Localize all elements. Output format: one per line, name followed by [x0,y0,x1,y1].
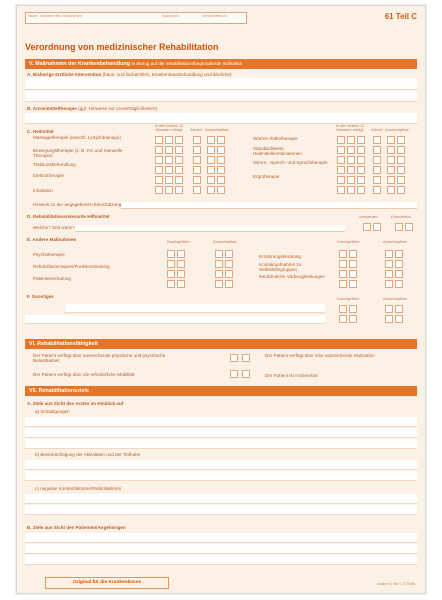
f-aus-checkbox-4[interactable] [395,315,403,323]
vii-patient-field-1[interactable] [25,533,417,543]
andere-right-checkbox-r2-c3[interactable] [395,270,403,278]
section-a-label: A. Bisherige ärztliche Intervention [27,72,102,77]
heilmittel-massage: Massagetherapie (einschl. Lymphdrainage) [33,135,121,140]
hinweis-label: Hinweis zu der angegebenen Einschätzung [33,202,122,207]
heilmittel-right-checkbox-r5-c2[interactable] [357,186,365,194]
section-e-label: E. Andere Maßnahmen [27,237,77,242]
andere-right-checkbox-r2-c1[interactable] [349,270,357,278]
heilmittel-left-checkbox-r0-c0[interactable] [155,136,163,144]
heilmittel-left-checkbox-r3-c5[interactable] [217,166,225,174]
heilmittel-right-checkbox-r4-c3[interactable] [373,176,381,184]
f-durch-checkbox-3[interactable] [339,315,347,323]
andere-left-checkbox-r3-c2[interactable] [215,280,223,288]
andere-right-checkbox-r1-c2[interactable] [385,260,393,268]
heilmittel-left-checkbox-r0-c2[interactable] [175,136,183,144]
heilmittel-left-checkbox-r3-c2[interactable] [175,166,183,174]
vi-checkbox-3[interactable] [230,370,238,378]
d-erforderlich-checkbox[interactable] [395,223,403,231]
e-durchgefuehrt-left: Durchgeführt [167,239,190,244]
heilmittel-left-checkbox-r5-c5[interactable] [217,186,225,194]
heilmittel-right-checkbox-r3-c0[interactable] [337,166,345,174]
andere-left-checkbox-r1-c3[interactable] [225,260,233,268]
andere-right-checkbox-r3-c0[interactable] [339,280,347,288]
andere-right-checkbox-r3-c2[interactable] [385,280,393,288]
heilmittel-left-checkbox-r1-c3[interactable] [193,146,201,154]
section-f-label: F. Sonstiges [27,294,54,299]
vii-kontextfaktoren: c) negative Kontextfaktoren/Risikofaktoren [35,486,122,491]
heilmittel-right-checkbox-r5-c5[interactable] [397,186,405,194]
heilmittel-left-checkbox-r2-c4[interactable] [207,156,215,164]
muster-label: Muster 61 Teil C (7.2008) [376,582,415,586]
andere-right-checkbox-r2-c0[interactable] [339,270,347,278]
e-ausschoepfbar-right: Ausschöpfbar [383,239,407,244]
f-durch-checkbox-1[interactable] [339,305,347,313]
andere-left-checkbox-r2-c2[interactable] [215,270,223,278]
heilmittel-left-checkbox-r3-c0[interactable] [155,166,163,174]
f-aus-checkbox-2[interactable] [395,305,403,313]
d-vorhanden-checkbox-2[interactable] [373,223,381,231]
vii-a-field-1[interactable] [25,417,417,427]
heilmittel-right-checkbox-r5-c1[interactable] [347,186,355,194]
col-last12-right: In den letzten 12 Monaten erfolgt [335,123,365,133]
heilmittel-left-checkbox-r5-c0[interactable] [155,186,163,194]
col-aktuell-left: Aktuell [190,127,202,132]
andere-left-checkbox-r2-c1[interactable] [177,270,185,278]
hinweis-field[interactable] [121,202,417,209]
heilmittel-left-checkbox-r5-c4[interactable] [207,186,215,194]
header-kasse-label: Kassen-Nr. [162,14,180,18]
vii-c-field-2[interactable] [25,505,417,515]
heilmittel-left-checkbox-r3-c3[interactable] [193,166,201,174]
section-c-label: C. Heilmittel [27,129,54,134]
vi-motivierbar: Der Patient ist motivierbar [265,373,318,378]
heilmittel-right-checkbox-r4-c5[interactable] [397,176,405,184]
heilmittel-right-checkbox-r1-c2[interactable] [357,146,365,154]
andere-left-checkbox-r0-c1[interactable] [177,250,185,258]
andere-right-checkbox-r0-c2[interactable] [385,250,393,258]
f-durch-checkbox-2[interactable] [349,305,357,313]
section-vii-header [25,386,417,396]
section-a-line [27,72,232,77]
d-erforderlich-label: Erforderlich [391,214,411,219]
vii-b-label: B. Ziele aus Sicht des Patienten/Angehörigen [27,525,126,530]
andere-left-checkbox-r3-c3[interactable] [225,280,233,288]
andere-left-checkbox-r0-c2[interactable] [215,250,223,258]
heilmittel-traktion: Traktionsbehandlung [33,162,76,167]
andere-right-checkbox-r1-c0[interactable] [339,260,347,268]
section-vi-header [25,339,417,349]
sonstiges-field-1[interactable] [65,304,325,313]
heilmittel-right-checkbox-r4-c0[interactable] [337,176,345,184]
col-last12-left: In den letzten 12 Monaten erfolgt [154,123,184,133]
heilmittel-right-checkbox-r2-c5[interactable] [397,156,405,164]
heilmittel-right-checkbox-r1-c1[interactable] [347,146,355,154]
andere-left-checkbox-r2-c3[interactable] [225,270,233,278]
vii-c-field-1[interactable] [25,494,417,504]
col-ausschoepfbar-right: Ausschöpfbar [385,127,409,132]
form-content [25,12,417,587]
vii-patient-field-3[interactable] [25,555,417,565]
heilmittel-left-checkbox-r2-c2[interactable] [175,156,183,164]
andere-left-checkbox-r0-c3[interactable] [225,250,233,258]
heilmittel-left-checkbox-r4-c3[interactable] [193,176,201,184]
heilmittel-left-checkbox-r5-c3[interactable] [193,186,201,194]
heilmittel-left-checkbox-r4-c5[interactable] [217,176,225,184]
heilmittel-right-checkbox-r4-c2[interactable] [357,176,365,184]
heilmittel-inhalation: Inhalation [33,188,53,193]
form-title: Verordnung von medizinischer Rehabilitation [25,42,219,52]
form-number: 61 Teil C [384,12,417,21]
heilmittel-right-checkbox-r3-c2[interactable] [357,166,365,174]
d-vorhanden-checkbox[interactable] [363,223,371,231]
vi-mobilitaet: Der Patient verfügt über die erforderliche Mobilität [33,372,135,377]
vii-aktivitaeten: b) Beeinträchtigung der Aktivitäten und der Teilhabe [35,452,141,457]
heilmittel-left-checkbox-r2-c5[interactable] [217,156,225,164]
original-krankenkasse-label: Original für die Krankenkasse [45,577,169,589]
andere-right-checkbox-r2-c2[interactable] [385,270,393,278]
vi-motivation: Der Patient verfügt über eine ausreichende Motivation [265,353,375,358]
f-aus-checkbox-3[interactable] [385,315,393,323]
section-v-header [25,59,417,69]
vii-patient-field-2[interactable] [25,544,417,554]
andere-left-checkbox-r1-c0[interactable] [167,260,175,268]
section-a-note: (haus- und fachärztlich, Krankenhausbehandlung und ähnliche) [102,72,232,77]
heilmittel-right-checkbox-r3-c4[interactable] [387,166,395,174]
heilmittel-right-checkbox-r1-c5[interactable] [397,146,405,154]
heilmittel-left-checkbox-r5-c1[interactable] [165,186,173,194]
andere-right-checkbox-r3-c1[interactable] [349,280,357,288]
heilmittel-left-checkbox-r0-c3[interactable] [193,136,201,144]
f-durchgefuehrt-label: Durchgeführt [337,296,360,301]
heilmittel-right-checkbox-r1-c0[interactable] [337,146,345,154]
heilmittel-left-checkbox-r2-c0[interactable] [155,156,163,164]
heilmittel-right-checkbox-r5-c3[interactable] [373,186,381,194]
andere-right-checkbox-r3-c3[interactable] [395,280,403,288]
e-patientenschulung: Patientenschulung [33,276,71,281]
section-d-label: D. Rehabilitationsrelevante Hilfsmittel [27,214,110,219]
heilmittel-right-checkbox-r1-c3[interactable] [373,146,381,154]
heilmittel-left-checkbox-r3-c4[interactable] [207,166,215,174]
heilmittel-left-checkbox-r0-c4[interactable] [207,136,215,144]
heilmittel-right-checkbox-r2-c3[interactable] [373,156,381,164]
heilmittel-left-checkbox-r1-c4[interactable] [207,146,215,154]
heilmittel-elektro: Elektrotherapie [33,173,64,178]
vii-a-field-3[interactable] [25,439,417,449]
heilmittel-left-checkbox-r4-c2[interactable] [175,176,183,184]
heilmittel-right-checkbox-r2-c0[interactable] [337,156,345,164]
e-ausschoepfbar-left: Ausschöpfbar [213,239,237,244]
heilmittel-ergo: Ergotherapie [253,174,280,179]
header-name-label: Name, Vorname des Versicherten [28,14,82,18]
heilmittel-right-checkbox-r0-c2[interactable] [357,136,365,144]
f-ausschoepfbar-label: Ausschöpfbar [383,296,407,301]
d-erforderlich-checkbox-2[interactable] [405,223,413,231]
form-sheet [16,5,426,594]
andere-right-checkbox-r0-c0[interactable] [339,250,347,258]
vi-checkbox-4[interactable] [242,370,250,378]
e-selbsthilfe: Kontaktaufnahme zu Selbsthilfegruppen [259,262,302,273]
f-durch-checkbox-4[interactable] [349,315,357,323]
heilmittel-left-checkbox-r4-c1[interactable] [165,176,173,184]
heilmittel-right-checkbox-r5-c0[interactable] [337,186,345,194]
patient-header-box[interactable] [25,12,247,24]
heilmittel-right-checkbox-r2-c1[interactable] [347,156,355,164]
heilmittel-kombination: Standardisierte Heilmittelkombinationen [253,146,302,157]
andere-left-checkbox-r3-c0[interactable] [167,280,175,288]
andere-left-checkbox-r0-c0[interactable] [167,250,175,258]
vi-belastbarkeit: Der Patient verfügt über ausreichende physische und psychische Belastbarkeit [33,353,166,364]
hilfsmittel-field[interactable] [75,225,345,232]
heilmittel-left-checkbox-r1-c0[interactable] [155,146,163,154]
heilmittel-left-checkbox-r2-c3[interactable] [193,156,201,164]
heilmittel-right-checkbox-r0-c4[interactable] [387,136,395,144]
heilmittel-right-checkbox-r2-c4[interactable] [387,156,395,164]
vii-b-field-2[interactable] [25,471,417,481]
section-v-subtitle: in Bezug auf die rehabilitationsbegründende Indikation [131,61,243,66]
andere-right-checkbox-r1-c1[interactable] [349,260,357,268]
d-question: Welche? Seit wann? [33,225,75,230]
vi-checkbox-1[interactable] [230,354,238,362]
section-a-field-2[interactable] [25,91,417,102]
heilmittel-left-checkbox-r2-c1[interactable] [165,156,173,164]
heilmittel-right-checkbox-r0-c0[interactable] [337,136,345,144]
heilmittel-right-checkbox-r0-c3[interactable] [373,136,381,144]
andere-left-checkbox-r1-c1[interactable] [177,260,185,268]
vii-a-field-2[interactable] [25,428,417,438]
heilmittel-bewegung: Bewegungstherapie (z. B. KG und manuelle Therapie) [33,148,123,159]
header-versnr-label: Versicherten-Nr. [202,14,228,18]
sonstiges-field-2[interactable] [25,315,325,324]
e-durchgefuehrt-right: Durchgeführt [337,239,360,244]
andere-left-checkbox-r3-c1[interactable] [177,280,185,288]
section-vii-title: VII. Rehabilitationsziele [29,388,89,394]
heilmittel-right-checkbox-r3-c3[interactable] [373,166,381,174]
vii-schaedigungen: a) Schädigungen [35,409,70,414]
vii-a-label: A. Ziele aus Sicht des Arztes im Hinblick auf [27,401,124,406]
section-b-label: B. Arzneimitteltherapie [27,106,77,111]
heilmittel-left-checkbox-r0-c5[interactable] [217,136,225,144]
heilmittel-right-checkbox-r1-c4[interactable] [387,146,395,154]
e-vorbeugung: Medizinische Vorbeugleistungen [259,274,325,279]
heilmittel-right-checkbox-r5-c4[interactable] [387,186,395,194]
vii-b-field-1[interactable] [25,460,417,470]
section-b-line [27,106,157,111]
e-rehasport: Rehabilitationssport/Funktionstraining [33,264,110,269]
vi-checkbox-2[interactable] [242,354,250,362]
heilmittel-sprache: Stimm-, Sprech- und Sprachtherapie [253,160,328,165]
andere-left-checkbox-r2-c0[interactable] [167,270,175,278]
heilmittel-right-checkbox-r3-c5[interactable] [397,166,405,174]
heilmittel-left-checkbox-r1-c2[interactable] [175,146,183,154]
andere-right-checkbox-r0-c1[interactable] [349,250,357,258]
section-v-title: V. Maßnahmen der Krankenbehandlung [29,61,131,67]
heilmittel-right-checkbox-r0-c5[interactable] [397,136,405,144]
andere-left-checkbox-r1-c2[interactable] [215,260,223,268]
andere-right-checkbox-r1-c3[interactable] [395,260,403,268]
d-vorhanden-label: Vorhanden [359,214,378,219]
heilmittel-right-checkbox-r4-c4[interactable] [387,176,395,184]
col-ausschoepfbar-left: Ausschöpfbar [205,127,229,132]
heilmittel-left-checkbox-r1-c1[interactable] [165,146,173,154]
e-ernaehrung: Ernährungsberatung [259,254,301,259]
section-a-field[interactable] [25,78,417,90]
col-aktuell-right: Aktuell [371,127,383,132]
andere-right-checkbox-r0-c3[interactable] [395,250,403,258]
heilmittel-left-checkbox-r3-c1[interactable] [165,166,173,174]
e-psychotherapie: Psychotherapie [33,252,65,257]
heilmittel-left-checkbox-r4-c0[interactable] [155,176,163,184]
heilmittel-right-checkbox-r0-c1[interactable] [347,136,355,144]
heilmittel-left-checkbox-r0-c1[interactable] [165,136,173,144]
heilmittel-right-checkbox-r3-c1[interactable] [347,166,355,174]
section-b-note: (ggf. Hinweise zur Unverträglichkeiten) [78,106,158,111]
heilmittel-left-checkbox-r5-c2[interactable] [175,186,183,194]
heilmittel-waerme: Wärme-/Kältetherapie [253,136,298,141]
heilmittel-right-checkbox-r4-c1[interactable] [347,176,355,184]
heilmittel-left-checkbox-r4-c4[interactable] [207,176,215,184]
heilmittel-right-checkbox-r2-c2[interactable] [357,156,365,164]
heilmittel-left-checkbox-r1-c5[interactable] [217,146,225,154]
section-vi-title: VI. Rehabilitationsfähigkeit [29,341,98,347]
f-aus-checkbox-1[interactable] [385,305,393,313]
